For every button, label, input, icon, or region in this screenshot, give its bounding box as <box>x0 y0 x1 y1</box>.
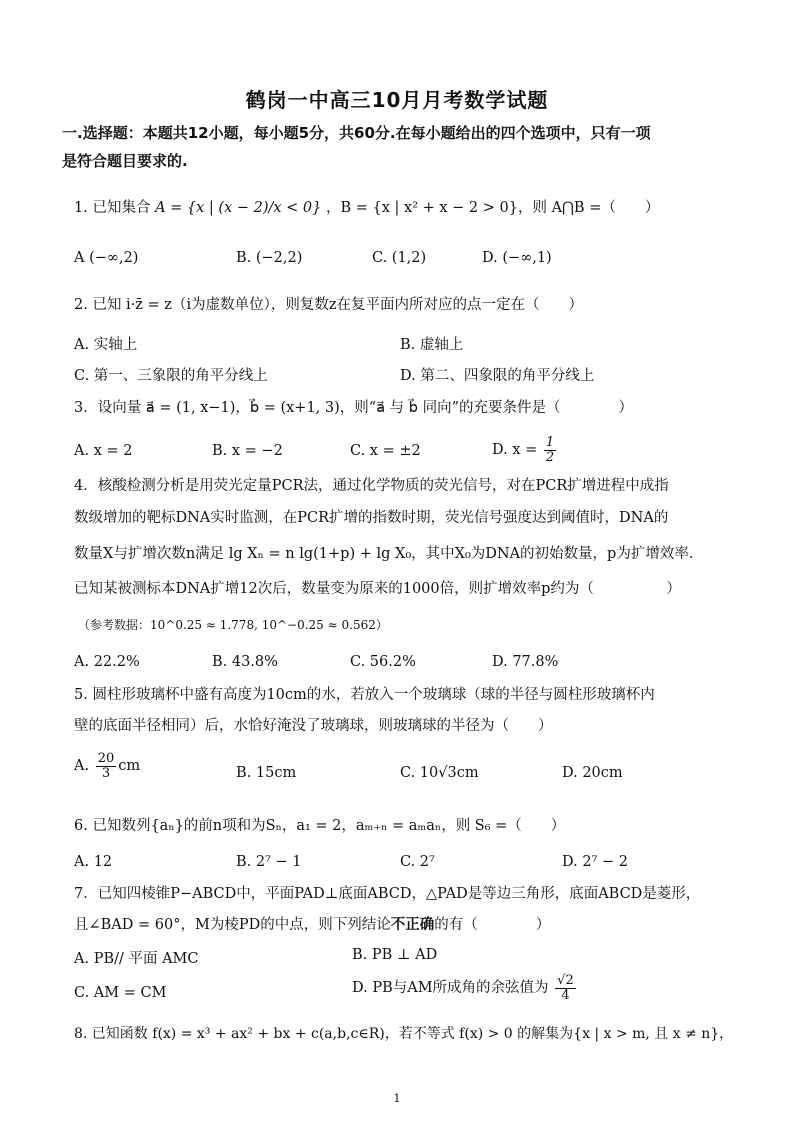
q4-line2: 数级增加的靶标DNA实时监测，在PCR扩增的指数时期，荧光信号强度达到阈值时，DNA的 <box>74 510 669 526</box>
q7-line1: 7．已知四棱锥P−ABCD中，平面PAD⊥底面ABCD，△PAD是等边三角形，底面ABCD是菱形， <box>74 886 701 902</box>
q7-emphasis: 不正确 <box>390 917 435 933</box>
q4-line3: 数量X与扩增次数n满足 lg Xₙ = n lg(1+p) + lg X₀，其中X₀为DNA的初始数量，p为扩增效率. <box>74 546 694 562</box>
q7-option-d-num: √2 <box>557 973 574 988</box>
q5-line2: 壁的底面半径相同）后，水恰好淹没了玻璃球，则玻璃球的半径为（ ） <box>74 718 553 734</box>
q5-line1: 5. 圆柱形玻璃杯中盛有高度为10cm的水，若放入一个玻璃球（球的半径与圆柱形玻璃杯内 <box>74 687 655 703</box>
q1-stem <box>74 200 659 217</box>
q3-option-a: A. x = 2 <box>74 443 133 459</box>
q5-option-a <box>74 752 140 780</box>
q7-line2-end: 的有（ ） <box>434 917 551 933</box>
page-title: 鹤岗一中高三10月月考数学试题 <box>245 88 549 112</box>
q5-option-d: D. 20cm <box>562 765 623 781</box>
q7-line2 <box>74 917 550 934</box>
q7-option-d-fraction <box>555 974 576 1002</box>
q1-option-a: A (−∞,2) <box>74 250 139 266</box>
q3-option-c: C. x = ±2 <box>350 443 421 459</box>
q1-option-b: B. (−2,2) <box>236 250 303 266</box>
q3-option-d-num: 1 <box>545 435 555 450</box>
q3-stem: 3．设向量 a⃗ = (1, x−1)，b⃗ = (x+1, 3)，则“a⃗ 与 b⃗ 同向”的充要条件是（ ） <box>74 400 634 416</box>
q7-option-c: C. AM = CM <box>74 985 167 1001</box>
q2-option-a: A. 实轴上 <box>74 337 138 353</box>
q3-option-d <box>492 436 558 464</box>
q6-stem: 6. 已知数列{aₙ}的前n项和为Sₙ，a₁ = 2，aₘ₊ₙ = aₘaₙ，则 S₆ =（ ） <box>74 818 566 834</box>
q4-option-a: A. 22.2% <box>74 654 140 670</box>
q5-option-a-label: A. <box>74 758 90 775</box>
q7-option-b: B. PB ⊥ AD <box>352 947 438 963</box>
q4-option-b: B. 43.8% <box>212 654 278 670</box>
q7-option-d-label: D. PB与AM所成角的余弦值为 <box>352 980 549 997</box>
q6-option-d: D. 2⁷ − 2 <box>562 854 628 870</box>
q1-set-a: A = {x | (x − 2)/x < 0} <box>155 200 322 216</box>
q4-option-c: C. 56.2% <box>350 654 416 670</box>
section-heading-line2: 是符合题目要求的. <box>62 152 188 170</box>
q2-stem: 2. 已知 i·z̄ = z（i为虚数单位），则复数z在复平面内所对应的点一定在（ ） <box>74 297 583 313</box>
q7-option-a: A. PB// 平面 AMC <box>74 951 199 967</box>
q2-option-d: D. 第二、四象限的角平分线上 <box>400 368 595 384</box>
q3-option-d-fraction <box>544 436 556 464</box>
q6-option-c: C. 2⁷ <box>400 854 435 870</box>
q1-option-c: C. (1,2) <box>372 250 427 266</box>
q5-option-a-fraction <box>96 752 117 780</box>
q4-option-d: D. 77.8% <box>492 654 559 670</box>
q3-option-d-den: 2 <box>545 449 555 465</box>
q5-option-a-num: 20 <box>97 751 115 766</box>
q6-option-a: A. 12 <box>74 854 113 870</box>
q7-line2-start: 且∠BAD = 60°，M为棱PD的中点，则下列结论 <box>74 917 391 933</box>
q3-option-b: B. x = −2 <box>212 443 283 459</box>
q5-option-a-den: 3 <box>101 765 111 781</box>
q1-stem-prefix: 1. 已知集合 <box>74 200 151 216</box>
q4-line4: 已知某被测标本DNA扩增12次后，数量变为原来的1000倍，则扩增效率p约为（ ） <box>74 581 681 597</box>
q2-option-c: C. 第一、三象限的角平分线上 <box>74 368 268 384</box>
q5-option-a-unit: cm <box>118 758 141 775</box>
q7-option-d-den: 4 <box>561 987 570 1003</box>
q5-option-b: B. 15cm <box>236 765 297 781</box>
q1-set-b: ，B = {x | x² + x − 2 > 0}，则 A⋂B =（ ） <box>325 200 660 216</box>
q6-option-b: B. 2⁷ − 1 <box>236 854 302 870</box>
section-heading-line1: 一.选择题：本题共12小题，每小题5分，共60分.在每小题给出的四个选项中，只有一项 <box>62 124 651 142</box>
q7-option-d <box>352 974 578 1002</box>
q4-reference-data: （参考数据：10^0.25 ≈ 1.778, 10^−0.25 ≈ 0.562） <box>78 618 388 632</box>
q5-option-c: C. 10√3cm <box>400 765 479 781</box>
q4-line1: 4．核酸检测分析是用荧光定量PCR法，通过化学物质的荧光信号，对在PCR扩增进程中成指 <box>74 478 669 494</box>
q2-option-b: B. 虚轴上 <box>400 337 464 353</box>
q1-option-d: D. (−∞,1) <box>482 250 552 266</box>
page-number: 1 <box>393 1092 401 1105</box>
q8-stem: 8. 已知函数 f(x) = x³ + ax² + bx + c(a,b,c∈R)，若不等式 f(x) > 0 的解集为{x | x > m, 且 x ≠ n}， <box>74 1026 734 1042</box>
q3-option-d-label: D. x = <box>492 442 538 459</box>
